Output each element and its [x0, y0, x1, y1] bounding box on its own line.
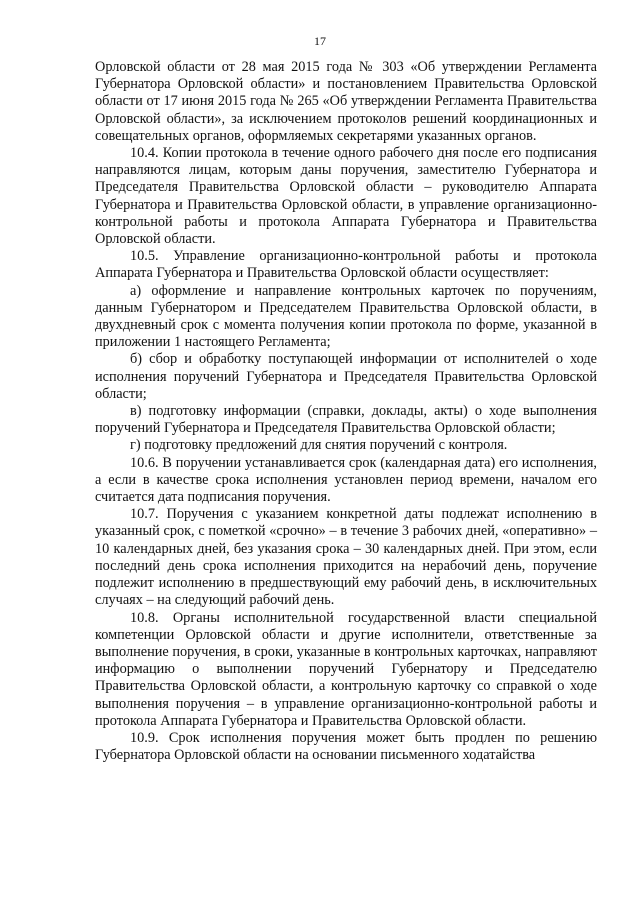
list-item-b: б) сбор и обработку поступающей информации от исполнителей о ходе исполнения поручений Губернатора и Председателя Правительства Орловской области;: [95, 351, 597, 402]
list-item-v: в) подготовку информации (справки, доклады, акты) о ходе выполнения поручений Губернатора и Председателя Правительства Орловской области;: [95, 403, 597, 437]
paragraph-10-7: 10.7. Поручения с указанием конкретной даты подлежат исполнению в указанный срок, с пометкой «срочно» – в течение 3 рабочих дней, «оперативно» – 10 календарных дней, без указания срока – 30 календарных дней. При этом, если последний день срока исполнения приходится на нерабочий день, поручение подлежит исполнению в предшествующий ему рабочий день, в исключительных случаях – на следующий рабочий день.: [95, 506, 597, 609]
paragraph-10-9: 10.9. Срок исполнения поручения может быть продлен по решению Губернатора Орловской области на основании письменного ходатайства: [95, 729, 597, 764]
paragraph-continuation: Орловской области от 28 мая 2015 года № 303 «Об утверждении Регламента Губернатора Орловской области» и постановлением Правительства Орловской области от 17 июня 2015 года № 265 «Об утверждении Регламента Правительства Орловской области», за исключением протоколов решений координационных и совещательных органов, оформляемых секретарями указанных органов.: [95, 59, 597, 144]
list-item-g: г) подготовку предложений для снятия поручений с контроля.: [130, 437, 508, 454]
paragraph-10-8: 10.8. Органы исполнительной государственной власти специальной компетенции Орловской области и другие исполнители, ответственные за выполнение поручения, в сроки, указанные в контрольных карточках, направляют информацию о выполнении поручений Губернатору и Председателю Правительства Орловской области, а контрольную карточку со справкой о ходе выполнения поручения – в управление организационно-контрольной работы и протокола Аппарата Губернатора и Правительства Орловской области.: [95, 609, 597, 729]
paragraph-10-5: 10.5. Управление организационно-контрольной работы и протокола Аппарата Губернатора и Правительства Орловской области осуществляет:: [95, 248, 597, 282]
paragraph-10-4: 10.4. Копии протокола в течение одного рабочего дня после его подписания направляются лицам, которым даны поручения, заместителю Губернатора и Председателя Правительства Орловской области – руководителю Аппарата Губернатора и Правительства Орловской области, в управление организационно-контрольной работы и протокола Аппарата Губернатора и Правительства Орловской области.: [95, 145, 597, 248]
document-body: [95, 59, 597, 764]
page-number: 17: [314, 34, 326, 48]
paragraph-10-6: 10.6. В поручении устанавливается срок (календарная дата) его исполнения, а если в качестве срока исполнения установлен период времени, началом его считается дата подписания поручения.: [95, 454, 597, 506]
list-item-a: а) оформление и направление контрольных карточек по поручениям, данным Губернатором и Председателем Правительства Орловской области, в двухдневный срок с момента получения копии протокола по форме, указанной в приложении 1 настоящего Регламента;: [95, 282, 597, 351]
